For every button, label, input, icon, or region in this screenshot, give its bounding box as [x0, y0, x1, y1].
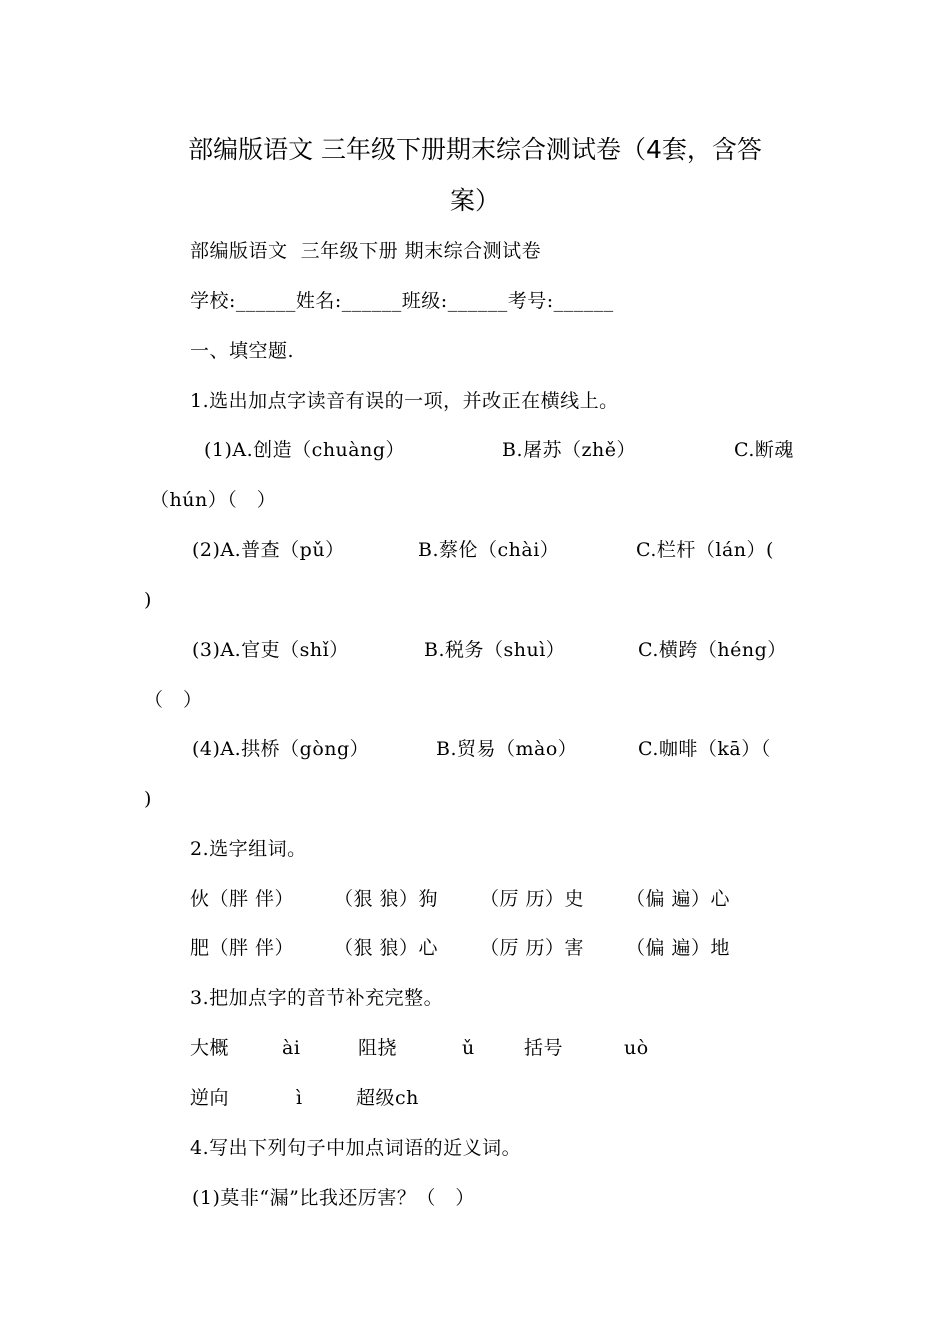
q2-row2-col1: 肥（胖 伴） [190, 937, 295, 959]
question-4-prompt: 4.写出下列句子中加点词语的近义词。 [190, 1137, 522, 1159]
q1-item4-option-b: B.贸易（mào） [436, 738, 578, 760]
q2-row1-col2: （狠 狼）狗 [334, 888, 439, 910]
q3-row2-word2: 超级ch [356, 1087, 419, 1109]
q3-row1-pinyin3: uò [624, 1037, 649, 1059]
q3-row1-word1: 大概 [190, 1037, 230, 1059]
q2-row2-col2: （狠 狼）心 [334, 937, 439, 959]
q2-row1-col3: （厉 历）史 [480, 888, 585, 910]
student-info-line: 学校:______姓名:______班级:______考号:______ [190, 290, 614, 312]
q1-item4-tail: ) [144, 788, 152, 810]
question-1-prompt: 1.选出加点字读音有误的一项，并改正在横线上。 [190, 390, 619, 412]
q3-row1-pinyin2: ǔ [462, 1037, 475, 1059]
q1-item4-option-a: (4)A.拱桥（gòng） [192, 738, 370, 760]
q1-item2-option-c: C.栏杆（lán）( [636, 539, 774, 561]
q1-item1-option-a: (1)A.创造（chuàng） [204, 439, 406, 461]
q3-row2-pinyin1: ì [296, 1087, 303, 1109]
q3-row1-pinyin1: ài [282, 1037, 301, 1059]
q1-item1-option-c: C.断魂 [734, 439, 794, 461]
document-title-line2: 案） [449, 186, 500, 215]
q2-row1-col4: （偏 遍）心 [626, 888, 731, 910]
q2-row2-col4: （偏 遍）地 [626, 937, 731, 959]
q1-item3-option-c: C.横跨（héng） [638, 639, 787, 661]
q1-item2-tail: ) [144, 589, 152, 611]
question-2-prompt: 2.选字组词。 [190, 838, 307, 860]
q1-item2-option-b: B.蔡伦（chài） [418, 539, 560, 561]
q3-row1-word2: 阻挠 [358, 1037, 398, 1059]
q1-item1-option-b: B.屠苏（zhě） [502, 439, 636, 461]
section-heading-fill-blank: 一、填空题. [190, 340, 295, 362]
question-3-prompt: 3.把加点字的音节补充完整。 [190, 987, 444, 1009]
q3-row2-word1: 逆向 [190, 1087, 230, 1109]
q2-row2-col3: （厉 历）害 [480, 937, 585, 959]
q1-item4-option-c: C.咖啡（kā）（ [638, 738, 771, 760]
q1-item2-option-a: (2)A.普查（pǔ） [192, 539, 345, 561]
document-title-line1: 部编版语文 三年级下册期末综合测试卷（4套，含答 [188, 135, 762, 164]
q1-item3-option-a: (3)A.官吏（shǐ） [192, 639, 349, 661]
subtitle: 部编版语文 三年级下册 期末综合测试卷 [190, 240, 542, 262]
q4-item1: (1)莫非“漏”比我还厉害？（ ） [192, 1187, 475, 1209]
q1-item1-tail: （hún）（ ） [150, 489, 277, 511]
q2-row1-col1: 伙（胖 伴） [190, 888, 295, 910]
q3-row1-word3: 括号 [524, 1037, 564, 1059]
q1-item3-tail: （ ） [144, 689, 203, 711]
q1-item3-option-b: B.税务（shuì） [424, 639, 566, 661]
